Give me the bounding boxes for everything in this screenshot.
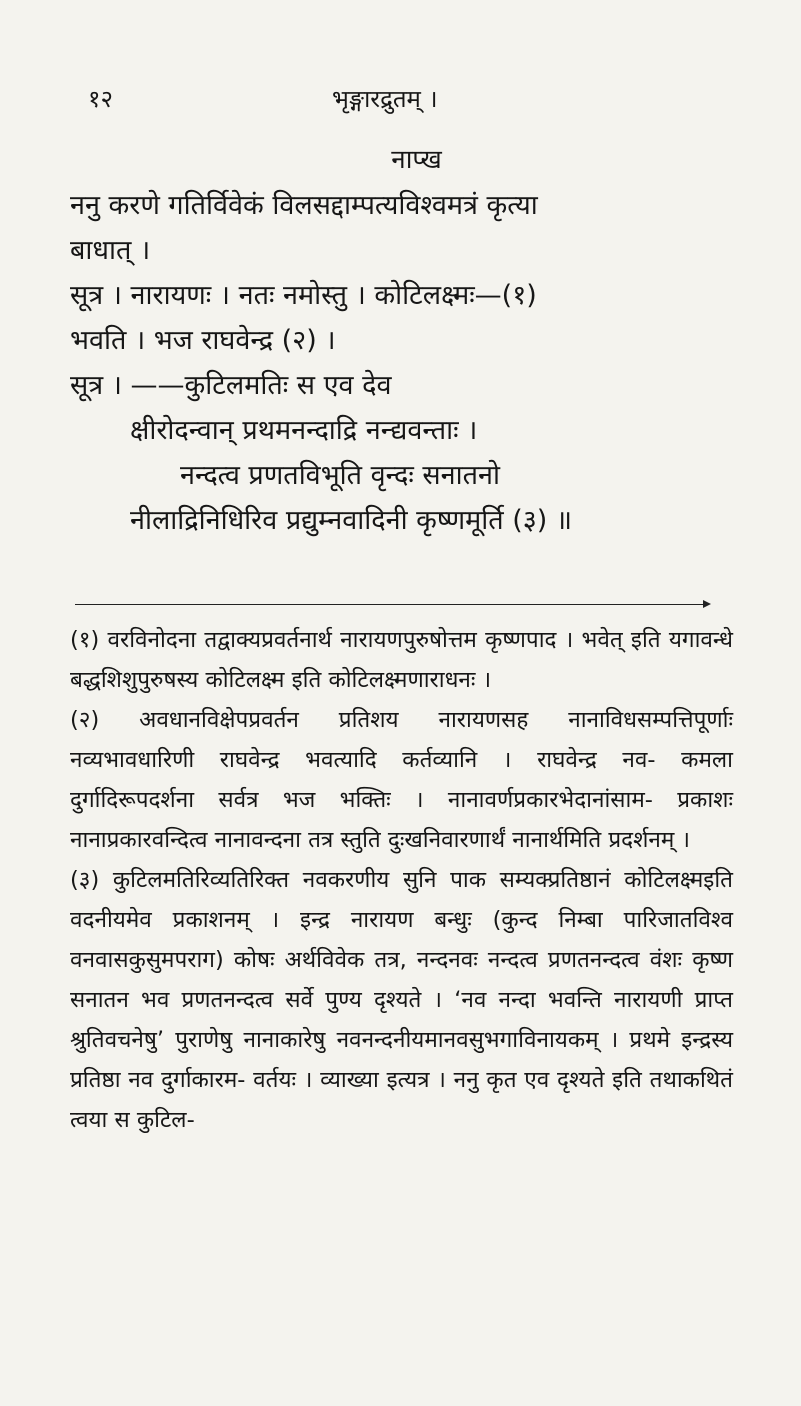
footnote-3: [70, 860, 733, 1140]
footnote-text: (१) वरविनोदना तद्वाक्यप्रवर्तनार्थ नारायणपुरुषोत्तम कृष्णपाद । भवेत् इति यगावन्धे बद्धशिशुपुरुषस्य कोटिलक्ष्म इति कोटिलक्ष्मणाराधनः ।: [70, 627, 733, 693]
book-title: भृङ्गारद्रुतम् ।: [332, 85, 438, 113]
verse-line: सूत्र । ——कुटिलमतिः स एव देव: [70, 370, 392, 401]
verse-line: भवति । भज राघवेन्द्र (२) ।: [70, 325, 336, 356]
verse-line: बाधात् ।: [70, 235, 151, 266]
footnote-1: [70, 620, 733, 700]
running-head: [70, 82, 733, 112]
verse-line: नन्दत्व प्रणतविभूति वृन्दः सनातनो: [180, 460, 500, 491]
footnotes: [70, 620, 733, 1140]
verse-line: क्षीरोदन्वान् प्रथमनन्दाद्रि नन्द्यवन्ताः ।: [130, 415, 478, 446]
verse-line: सूत्र । नारायणः । नतः नमोस्तु । कोटिलक्ष्मः—(१): [70, 280, 537, 311]
section-heading: नाप्ख: [391, 145, 442, 175]
verse-line: ननु करणे गतिर्विवेकं विलसद्दाम्पत्यविश्वमत्रं कृत्या: [70, 190, 538, 221]
verse-block: [70, 138, 733, 543]
footnote-divider: [75, 604, 705, 605]
footnote-text: (३) कुटिलमतिरिव्यतिरिक्त नवकरणीय सुनि पाक सम्यक्प्रतिष्ठानं कोटिलक्ष्मइति वदनीयमेव प्रकाशनम् । इन्द्र नारायण बन्धुः (कुन्द निम्बा पारिजातविश्व वनवासकुसुमपराग) कोषः अर्थविवेक तत्र, नन्दनवः नन्दत्व प्रणतनन्दत्व वंशः कृष्ण सनातन भव प्रणतनन्दत्व सर्वे पुण्य दृश्यते । ‘नव नन्दा भवन्ति नारायणी प्राप्त श्रुतिवचनेषु’ पुराणेषु नानाकारेषु नवनन्दनीयमानवसुभगाविनायकम् । प्रथमे इन्द्रस्य प्रतिष्ठा नव दुर्गाकारम- वर्तयः । व्याख्या इत्यत्र । ननु कृत एव दृश्यते इति तथाकथितं त्वया स कुटिल-: [70, 867, 733, 1133]
verse-line: नीलाद्रिनिधिरिव प्रद्युम्नवादिनी कृष्णमूर्ति (३) ॥: [130, 505, 573, 536]
footnote-text: (२) अवधानविक्षेपप्रवर्तन प्रतिशय नारायणसह नानाविधसम्पत्तिपूर्णाः नव्यभावधारिणी राघवेन्द्र भवत्यादि कर्तव्यानि । राघवेन्द्र नव- कमला दुर्गादिरूपदर्शना सर्वत्र भज भक्तिः । नानावर्णप्रकारभेदानांसाम- प्रकाशः नानाप्रकारवन्दित्व नानावन्दना तत्र स्तुति दुःखनिवारणार्थं नानार्थमिति प्रदर्शनम् ।: [70, 707, 733, 853]
footnote-2: [70, 700, 733, 860]
page-number: १२: [88, 85, 113, 113]
